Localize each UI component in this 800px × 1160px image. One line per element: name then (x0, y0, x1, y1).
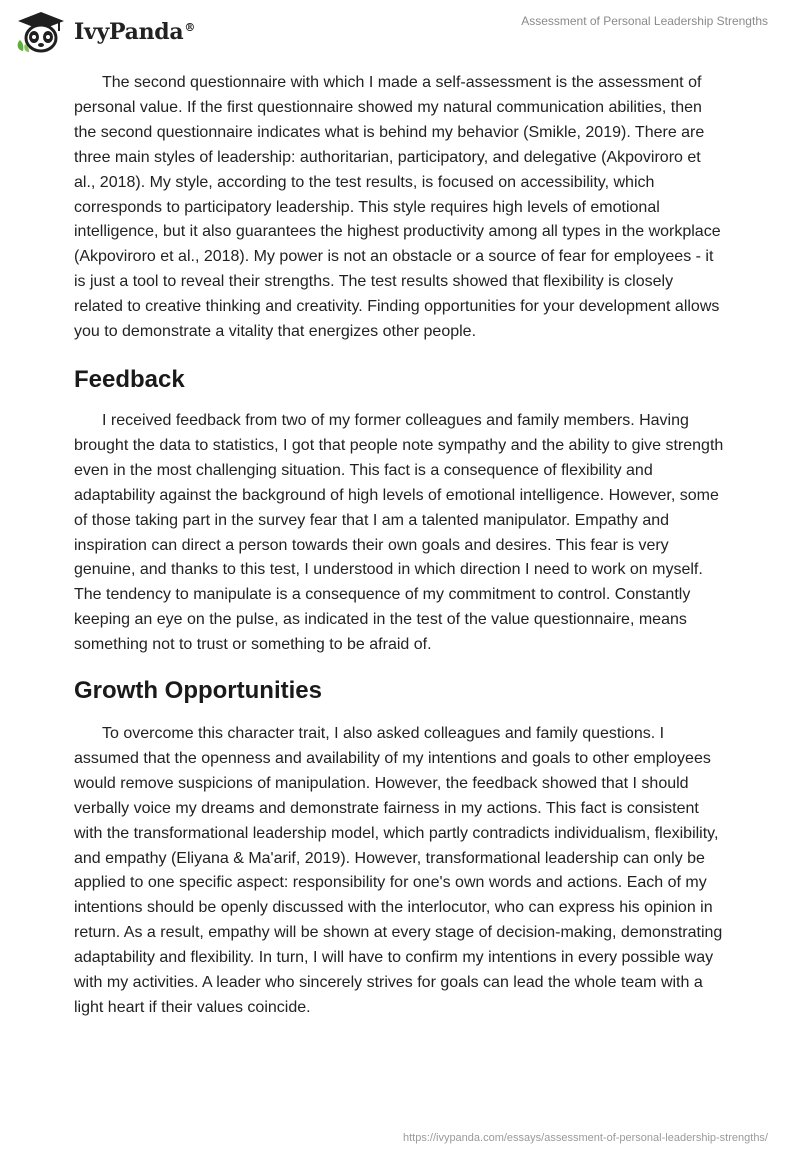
heading-feedback: Feedback (74, 365, 185, 393)
essay-body (74, 71, 724, 1021)
panda-graduate-icon (14, 10, 68, 54)
heading-growth-opportunities: Growth Opportunities (74, 677, 322, 705)
page-header (0, 0, 800, 64)
paragraph-value-questionnaire: The second questionnaire with which I made a self-assessment is the assessment of personal value. If the first questionnaire showed my natural communication abilities, then the second questionnaire indicates what is behind my behavior (Smikle, 2019). There are three main styles of leadership: authoritarian, participatory, and delegative (Akpoviroro et al., 2018). My style, according to the test results, is focused on accessibility, which corresponds to participatory leadership. This style requires high levels of emotional intelligence, but it also guarantees the highest productivity among all types in the workplace (Akpoviroro et al., 2018). My power is not an obstacle or a source of fear for employees - it is just a tool to reveal their strengths. The test results showed that flexibility is closely related to creative thinking and creativity. Finding opportunities for your development allows you to demonstrate a vitality that energizes other people. (74, 74, 721, 341)
brand-name: IvyPanda® (74, 19, 196, 45)
document-title: Assessment of Personal Leadership Strengths (521, 14, 768, 28)
paragraph-growth: To overcome this character trait, I also asked colleagues and family questions. I assumed that the openness and availability of my intentions and goals to other employees would remove suspicions of manipulation. However, the feedback showed that I should verbally voice my dreams and demonstrate fairness in my actions. This fact is consistent with the transformational leadership model, which partly contradicts individualism, flexibility, and empathy (Eliyana & Ma'arif, 2019). However, transformational leadership can only be applied to one specific aspect: responsibility for one's own words and actions. Each of my intentions should be openly discussed with the interlocutor, who can express his opinion in return. As a result, empathy will be shown at every stage of decision-making, demonstrating adaptability and flexibility. In turn, I will have to confirm my intentions in every possible way with my activities. A leader who sincerely strives for goals can lead the whole team with a light heart if their values coincide. (74, 725, 723, 1016)
paragraph-feedback: I received feedback from two of my former colleagues and family members. Having brought the data to statistics, I got that people note sympathy and the ability to give strength even in the most challenging situation. This fact is a consequence of flexibility and adaptability against the background of high levels of emotional intelligence. However, some of those taking part in the survey fear that I am a talented manipulator. Empathy and inspiration can direct a person towards their own goals and desires. This fear is very genuine, and thanks to this test, I understood in which direction I need to work on myself. The tendency to manipulate is a consequence of my commitment to control. Constantly keeping an eye on the pulse, as indicated in the test of the value questionnaire, means something not to trust or something to be afraid of. (74, 411, 724, 654)
source-url[interactable]: https://ivypanda.com/essays/assessment-of-personal-leadership-strengths/ (402, 1132, 768, 1144)
ivypanda-logo[interactable] (14, 10, 195, 54)
